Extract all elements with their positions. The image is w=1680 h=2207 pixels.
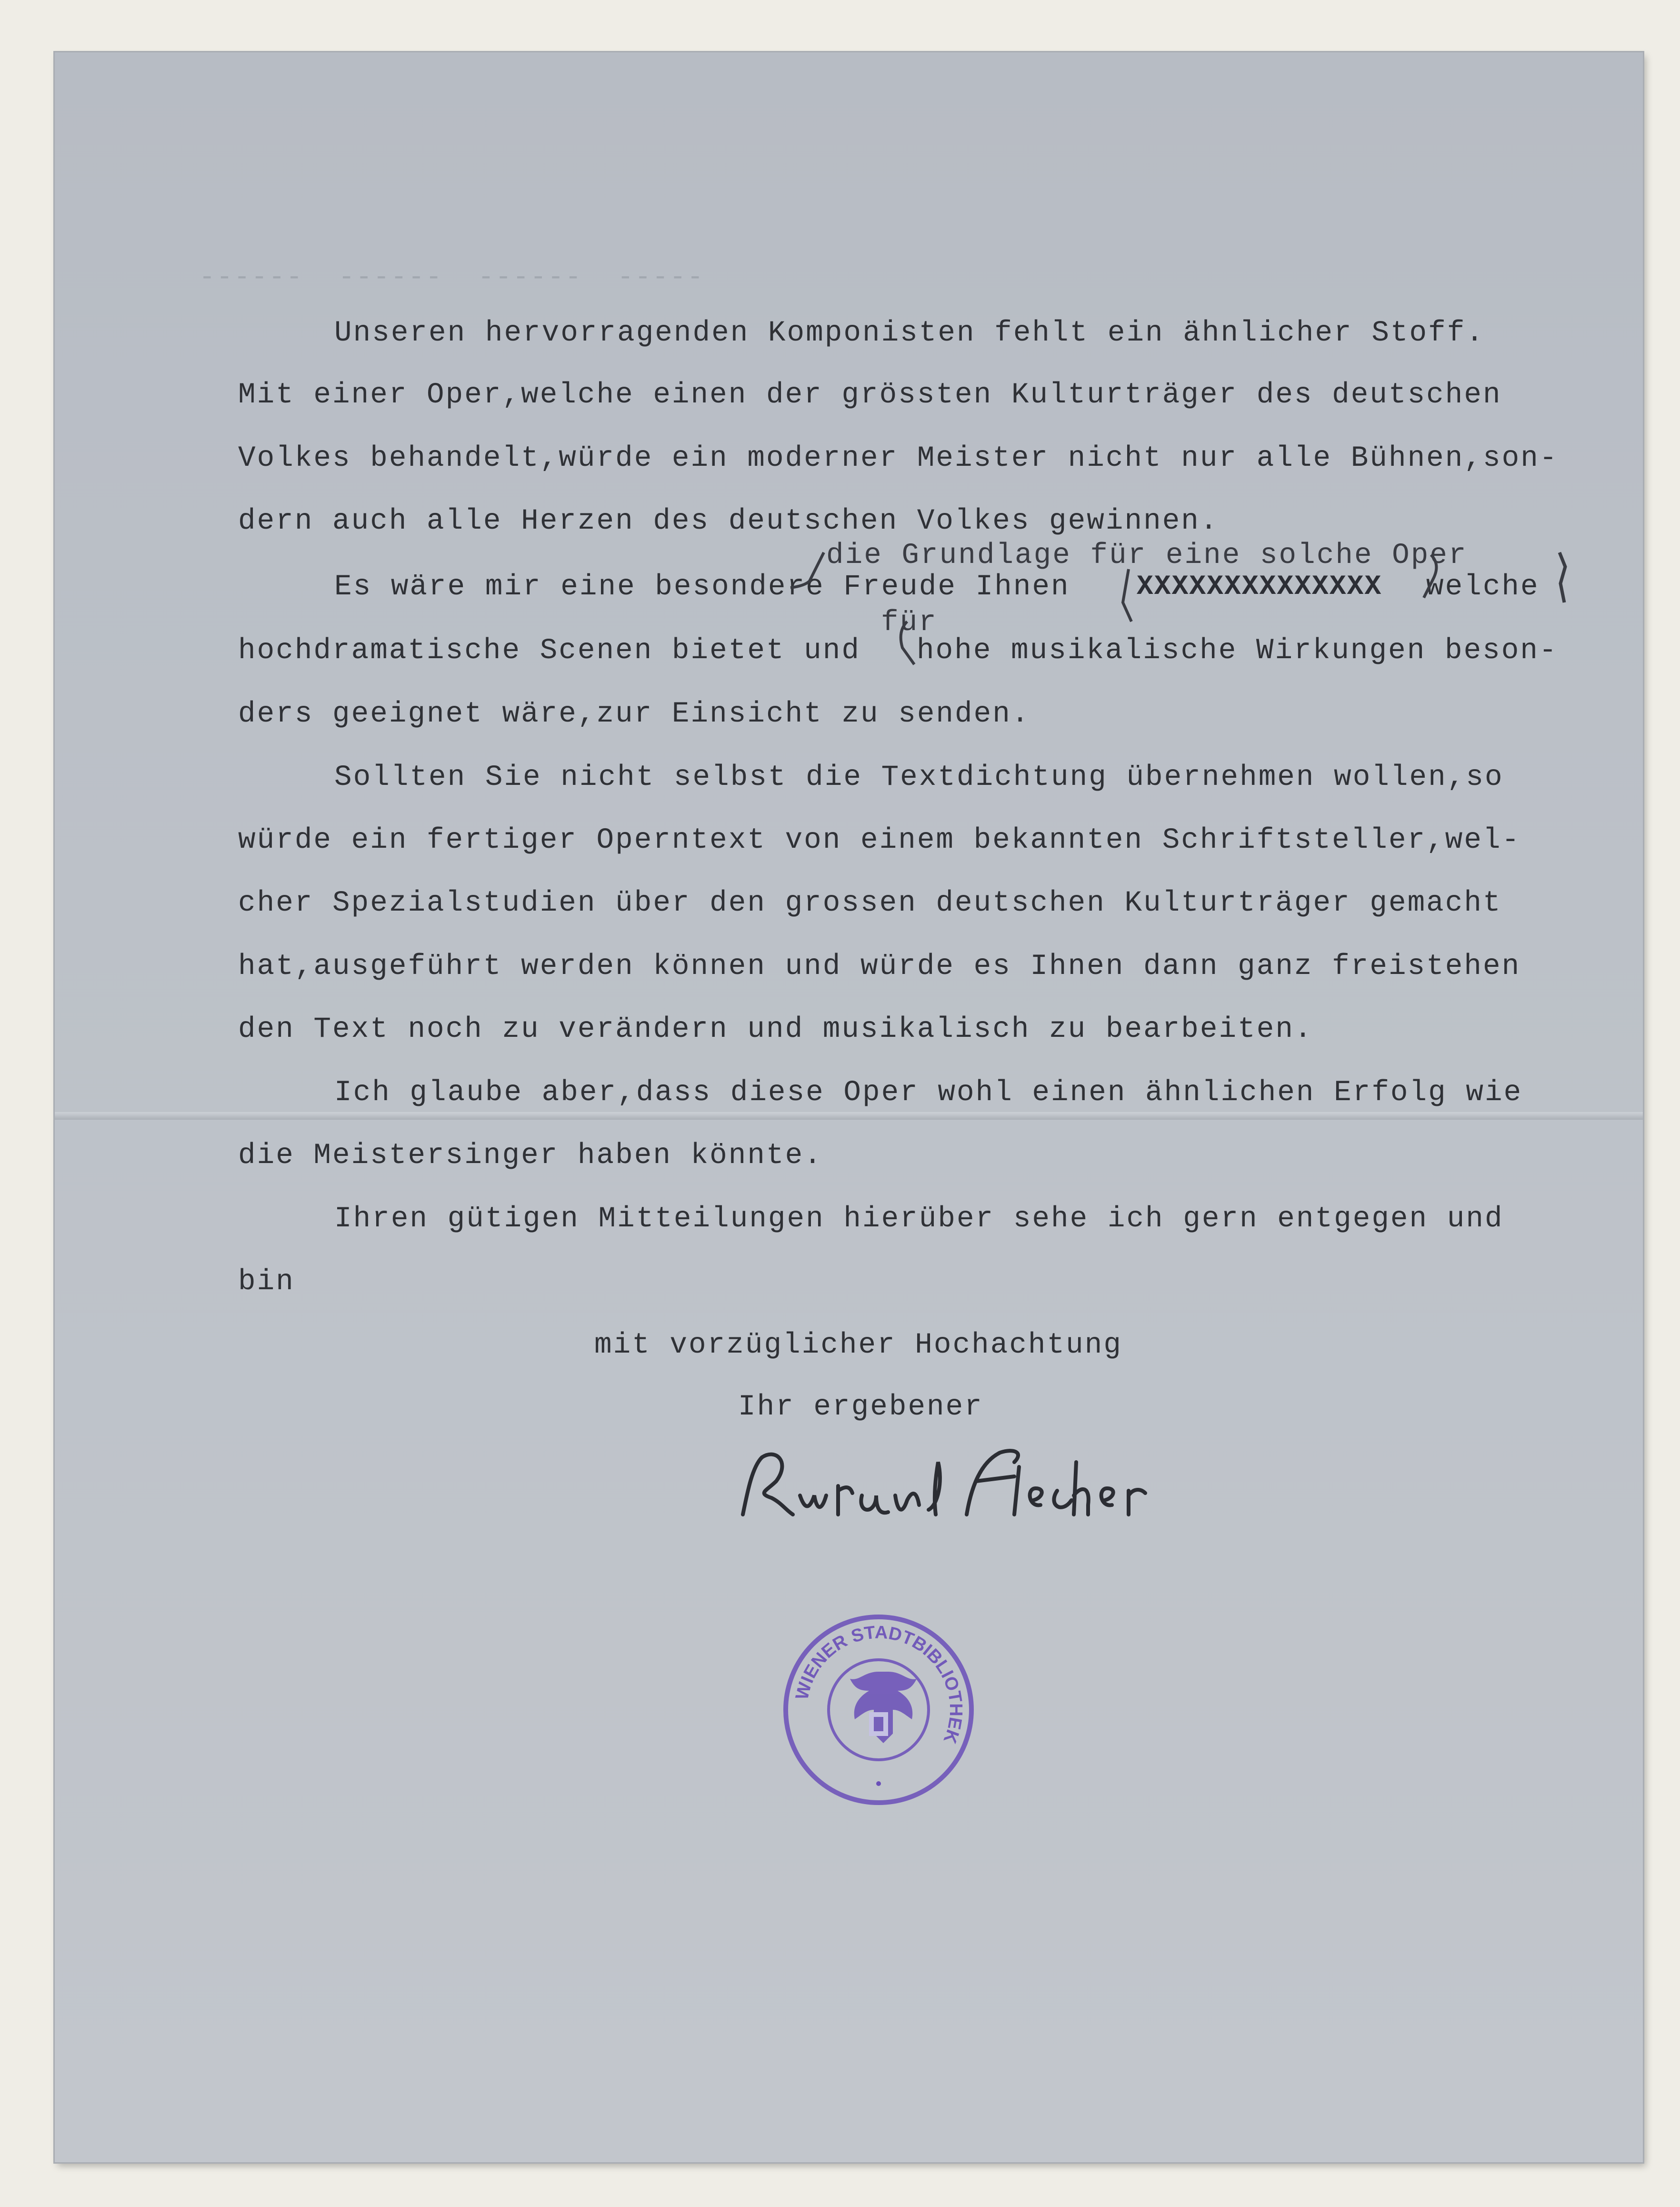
text-line-6: hochdramatische Scenen bietet und: [238, 634, 860, 667]
text-line-2: Mit einer Oper,welche einen der grössten Kulturträger des deutschen: [238, 379, 1502, 411]
text-line-9: würde ein fertiger Operntext von einem bekannten Schriftsteller,wel-: [238, 824, 1521, 857]
struck-out-text: XXXXXXXXXXXXXX: [1137, 572, 1382, 602]
text-line-8: Sollten Sie nicht selbst die Textdichtung übernehmen wollen,so: [334, 761, 1504, 794]
letter-page: [55, 52, 1643, 2162]
signature: [729, 1438, 1157, 1534]
text-line-11: hat,ausgeführt werden können und würde es Ihnen dann ganz freistehen: [238, 950, 1521, 983]
text-line-5: Es wäre mir eine besondere Freude Ihnen: [334, 571, 1070, 603]
text-line-7: ders geeignet wäre,zur Einsicht zu senden.: [238, 698, 1030, 731]
stamp-text: WIENER STADTBIBLIOTHEK: [792, 1622, 966, 1746]
text-line-3: Volkes behandelt,würde ein moderner Meister nicht nur alle Bühnen,son-: [238, 442, 1559, 475]
library-stamp: [779, 1610, 979, 1810]
text-line-12: den Text noch zu verändern und musikalisch zu bearbeiten.: [238, 1013, 1313, 1046]
text-line-10: cher Spezialstudien über den grossen deutschen Kulturträger gemacht: [238, 887, 1502, 920]
text-line-4: dern auch alle Herzen des deutschen Volkes gewinnen.: [238, 505, 1219, 538]
text-line-13: Ich glaube aber,dass diese Oper wohl einen ähnlichen Erfolg wie: [334, 1076, 1523, 1109]
text-line-14: die Meistersinger haben könnte.: [238, 1139, 823, 1172]
text-line-1: Unseren hervorragenden Komponisten fehlt ein ähnlicher Stoff.: [334, 317, 1485, 350]
paper-fold: [55, 1112, 1643, 1120]
text-line-5-end: welche: [1426, 571, 1540, 603]
bleed-through-text: ----- ------ ------ ------: [198, 262, 703, 292]
inserted-word-fuer: für: [881, 606, 938, 639]
text-line-16: bin: [238, 1265, 295, 1298]
text-line-6-end: hohe musikalische Wirkungen beson-: [917, 634, 1558, 667]
text-line-15: Ihren gütigen Mitteilungen hierüber sehe ich gern entgegen und: [334, 1203, 1504, 1235]
inserted-phrase: die Grundlage für eine solche Oper: [826, 539, 1468, 572]
closing-line: mit vorzüglicher Hochachtung: [594, 1329, 1122, 1362]
closing-line-2: Ihr ergebener: [738, 1391, 983, 1424]
